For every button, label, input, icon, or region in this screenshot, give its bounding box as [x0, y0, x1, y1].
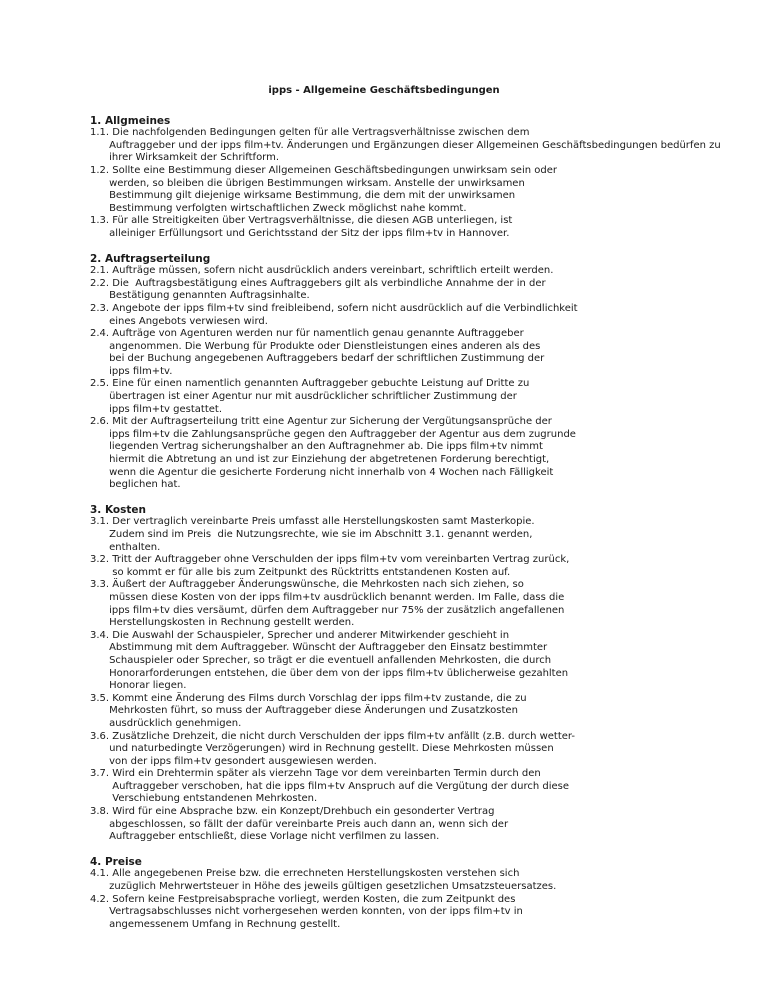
clause-line: enthalten. — [90, 541, 161, 553]
clause-line: Bestimmung gilt diejenige wirksame Bestimmung, die dem mit der unwirksamen — [90, 190, 516, 202]
clause-line: so kommt er für alle bis zum Zeitpunkt des Rücktritts entstandenen Kosten auf. — [90, 566, 511, 578]
clause-line: ihrer Wirksamkeit der Schriftform. — [90, 152, 280, 164]
clause-line: 3.1. Der vertraglich vereinbarte Preis umfasst alle Herstellungskosten samt Masterkopie. — [90, 516, 535, 528]
clause-line: 2.6. Mit der Auftragserteilung tritt eine Agentur zur Sicherung der Vergütungsansprüche der — [90, 416, 552, 428]
section — [90, 504, 730, 844]
clause-line: 1.1. Die nachfolgenden Bedingungen gelten für alle Vertragsverhältnisse zwischen dem — [90, 127, 530, 139]
clause-line: Auftraggeber entschließt, diese Vorlage nicht verfilmen zu lassen. — [90, 831, 440, 843]
clause-line: Bestätigung genannten Auftragsinhalte. — [90, 290, 310, 302]
section — [90, 253, 730, 492]
section-heading: 4. Preise — [90, 855, 142, 868]
clause-line: bei der Buchung angegebenen Auftraggebers bedarf der schriftlichen Zustimmung der — [90, 353, 545, 365]
section — [90, 115, 730, 241]
clause-line: 3.6. Zusätzliche Drehzeit, die nicht durch Verschulden der ipps film+tv anfällt (z.B. durch wetter- — [90, 730, 576, 742]
clause-line: Vertragsabschlusses nicht vorhergesehen werden konnten, von der ipps film+tv in — [90, 906, 523, 918]
clause-line: Auftraggeber und der ipps film+tv. Änderungen und Ergänzungen dieser Allgemeinen Geschäftsbedingungen bedürfen zu — [90, 139, 721, 151]
clause-line: Honorarforderungen entstehen, die über dem von der ipps film+tv üblicherweise gezahlten — [90, 667, 569, 679]
clause-line: 1.2. Sollte eine Bestimmung dieser Allgemeinen Geschäftsbedingungen unwirksam sein oder — [90, 164, 557, 176]
clause-line: 3.5. Kommt eine Änderung des Films durch Vorschlag der ipps film+tv zustande, die zu — [90, 692, 527, 704]
clause-line: ausdrücklich genehmigen. — [90, 717, 242, 729]
clause-line: 2.5. Eine für einen namentlich genannten Auftraggeber gebuchte Leistung auf Dritte zu — [90, 378, 530, 390]
clause-line: ipps film+tv gestattet. — [90, 403, 223, 415]
section — [90, 856, 730, 932]
clause-line: zuzüglich Mehrwertsteuer in Höhe des jeweils gültigen gesetzlichen Umsatzsteuersatzes. — [90, 881, 557, 893]
clause-line: liegenden Vertrag sicherungshalber an den Auftragnehmer ab. Die ipps film+tv nimmt — [90, 441, 543, 453]
clause-line: abgeschlossen, so fällt der dafür vereinbarte Preis auch dann an, wenn sich der — [90, 818, 509, 830]
clause-line: 3.8. Wird für eine Absprache bzw. ein Konzept/Drehbuch ein gesonderter Vertrag — [90, 806, 495, 818]
clause-line: 4.2. Sofern keine Festpreisabsprache vorliegt, werden Kosten, die zum Zeitpunkt des — [90, 893, 516, 905]
clause-line: alleiniger Erfüllungsort und Gerichtsstand der Sitz der ipps film+tv in Hannover. — [90, 227, 510, 239]
clause-line: 3.2. Tritt der Auftraggeber ohne Verschulden der ipps film+tv vom vereinbarten Vertrag zurück, — [90, 554, 570, 566]
clause-line: Zudem sind im Preis die Nutzungsrechte, wie sie im Abschnitt 3.1. genannt werden, — [90, 529, 533, 540]
clause-line: angenommen. Die Werbung für Produkte oder Dienstleistungen eines anderen als des — [90, 340, 541, 352]
clause-line: ipps film+tv dies versäumt, dürfen dem Auftraggeber nur 75% der zusätzlich angefallenen — [90, 604, 565, 616]
clause-line: übertragen ist einer Agentur nur mit ausdrücklicher schriftlicher Zustimmung der — [90, 391, 517, 403]
clause-line: 1.3. Für alle Streitigkeiten über Vertragsverhältnisse, die diesen AGB unterliegen, ist — [90, 215, 513, 227]
clause-line: 2.1. Aufträge müssen, sofern nicht ausdrücklich anders vereinbart, schriftlich erteilt werden. — [90, 265, 554, 277]
clause-line: Bestimmung verfolgten wirtschaftlichen Zweck möglichst nahe kommt. — [90, 202, 467, 214]
clause-line: angemessenem Umfang in Rechnung gestellt. — [90, 918, 341, 930]
clause-line: 2.3. Angebote der ipps film+tv sind freibleibend, sofern nicht ausdrücklich auf die Verbindlichkeit — [90, 302, 578, 314]
clause-line: eines Angebots verwiesen wird. — [90, 315, 268, 327]
clause-line: ipps film+tv. — [90, 365, 173, 377]
clause-line: 3.4. Die Auswahl der Schauspieler, Sprecher und anderer Mitwirkender geschieht in — [90, 629, 510, 641]
clause-line: 4.1. Alle angegebenen Preise bzw. die errechneten Herstellungskosten verstehen sich — [90, 868, 520, 880]
clause-line: Mehrkosten führt, so muss der Auftraggeber diese Änderungen und Zusatzkosten — [90, 705, 518, 717]
document-body — [90, 115, 730, 932]
clause-line: 3.7. Wird ein Drehtermin später als vierzehn Tage vor dem vereinbarten Termin durch den — [90, 768, 541, 780]
clause-line: 2.4. Aufträge von Agenturen werden nur für namentlich genau genannte Auftraggeber — [90, 328, 524, 340]
clause-line: und naturbedingte Verzögerungen) wird in Rechnung gestellt. Diese Mehrkosten müssen — [90, 743, 554, 755]
clause-line: 2.2. Die Auftragsbestätigung eines Auftraggebers gilt als verbindliche Annahme der in der — [90, 277, 546, 289]
clause-line: 3.3. Äußert der Auftraggeber Änderungswünsche, die Mehrkosten nach sich ziehen, so — [90, 579, 524, 591]
clause-line: Verschiebung entstandenen Mehrkosten. — [90, 793, 318, 805]
section-heading: 1. Allgmeines — [90, 114, 171, 127]
section-heading: 3. Kosten — [90, 503, 146, 516]
clause-line: hiermit die Abtretung an und ist zur Einziehung der abgetretenen Forderung berechtigt, — [90, 454, 550, 466]
clause-line: von der ipps film+tv gesondert ausgewiesen werden. — [90, 755, 377, 767]
clause-line: werden, so bleiben die übrigen Bestimmungen wirksam. Anstelle der unwirksamen — [90, 177, 525, 189]
clause-line: beglichen hat. — [90, 479, 181, 491]
clause-line: ipps film+tv die Zahlungsansprüche gegen den Auftraggeber der Agentur aus dem zugrunde — [90, 428, 576, 440]
section-heading: 2. Auftragserteilung — [90, 252, 211, 265]
clause-line: müssen diese Kosten von der ipps film+tv ausdrücklich benannt werden. Im Falle, dass die — [90, 591, 565, 603]
clause-line: Honorar liegen. — [90, 680, 187, 692]
document-title: ipps - Allgemeine Geschäftsbedingungen — [268, 85, 500, 96]
clause-line: Herstellungskosten in Rechnung gestellt werden. — [90, 617, 355, 629]
clause-line: wenn die Agentur die gesicherte Forderung nicht innerhalb von 4 Wochen nach Fälligkeit — [90, 466, 554, 478]
clause-line: Schauspieler oder Sprecher, so trägt er die eventuell anfallenden Mehrkosten, die durch — [90, 654, 552, 666]
clause-line: Auftraggeber verschoben, hat die ipps film+tv Anspruch auf die Vergütung der durch diese — [90, 780, 570, 792]
clause-line: Abstimmung mit dem Auftraggeber. Wünscht der Auftraggeber den Einsatz bestimmter — [90, 642, 548, 654]
